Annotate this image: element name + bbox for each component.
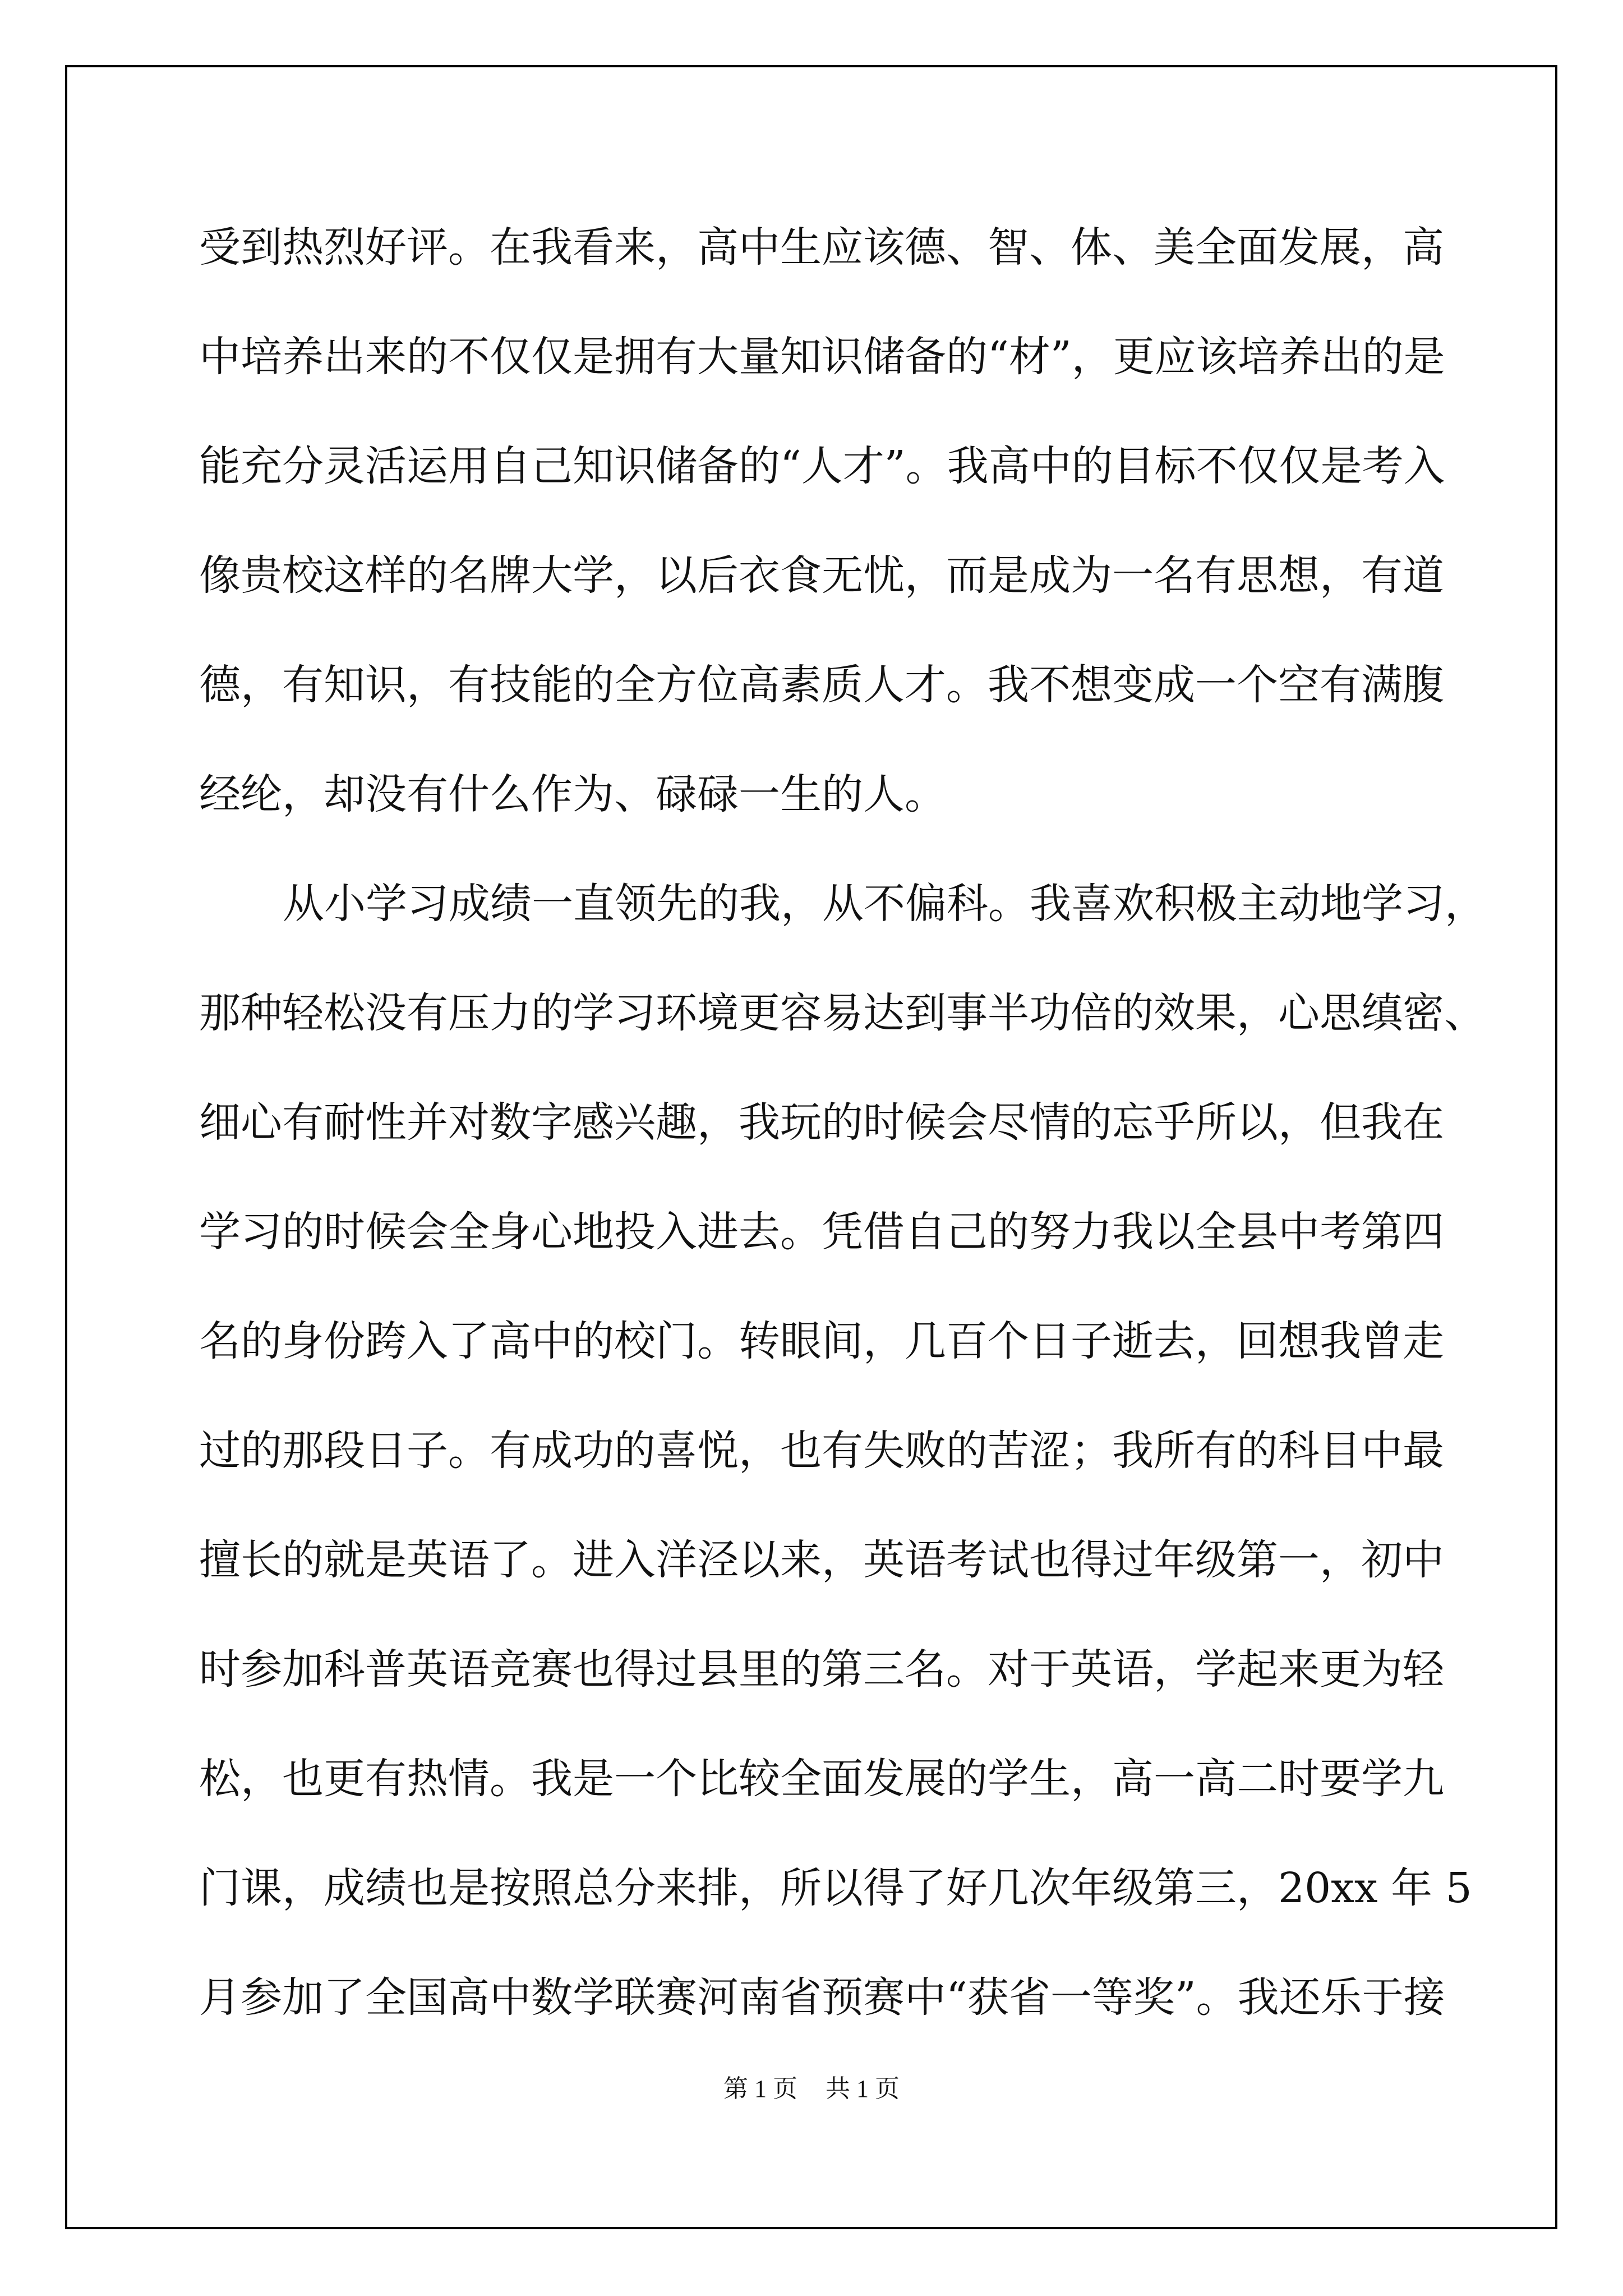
text-line: 从小学习成绩一直领先的我，从不偏科。我喜欢积极主动地学习， — [283, 880, 1486, 928]
page-number: 第 1 页 — [723, 2075, 797, 2102]
text-line: 德，有知识，有技能的全方位高素质人才。我不想变成一个空有满腹 — [199, 661, 1444, 709]
text-line: 像贵校这样的名牌大学，以后衣食无忧，而是成为一名有思想，有道 — [199, 551, 1444, 600]
text-line: 过的那段日子。有成功的喜悦，也有失败的苦涩；我所有的科目中最 — [199, 1427, 1444, 1475]
text-line: 时参加科普英语竞赛也得过县里的第三名。对于英语，学起来更为轻 — [199, 1645, 1444, 1694]
text-line: 擅长的就是英语了。进入洋泾以来，英语考试也得过年级第一，初中 — [199, 1536, 1444, 1584]
text-line: 能充分灵活运用自己知识储备的“人才”。我高中的目标不仅仅是考入 — [199, 442, 1445, 490]
text-line: 受到热烈好评。在我看来，高中生应该德、智、体、美全面发展，高 — [199, 223, 1444, 272]
page-footer — [0, 2072, 1623, 2106]
text-line: 学习的时候会全身心地投入进去。凭借自己的努力我以全县中考第四 — [199, 1208, 1444, 1256]
text-line: 松，也更有热情。我是一个比较全面发展的学生，高一高二时要学九 — [199, 1755, 1444, 1803]
text-line: 那种轻松没有压力的学习环境更容易达到事半功倍的效果，心思缜密、 — [199, 989, 1486, 1037]
text-line: 名的身份跨入了高中的校门。转眼间，几百个日子逝去，回想我曾走 — [199, 1317, 1444, 1365]
text-line: 月参加了全国高中数学联赛河南省预赛中“获省一等奖”。我还乐于接 — [199, 1973, 1445, 2022]
text-line: 经纶，却没有什么作为、碌碌一生的人。 — [199, 770, 946, 818]
page-total: 共 1 页 — [826, 2075, 900, 2102]
text-line: 中培养出来的不仅仅是拥有大量知识储备的“材”，更应该培养出的是 — [199, 333, 1445, 381]
text-line: 细心有耐性并对数字感兴趣，我玩的时候会尽情的忘乎所以，但我在 — [199, 1098, 1444, 1147]
text-line: 门课，成绩也是按照总分来排，所以得了好几次年级第三，20xx 年 5 — [199, 1864, 1472, 1912]
